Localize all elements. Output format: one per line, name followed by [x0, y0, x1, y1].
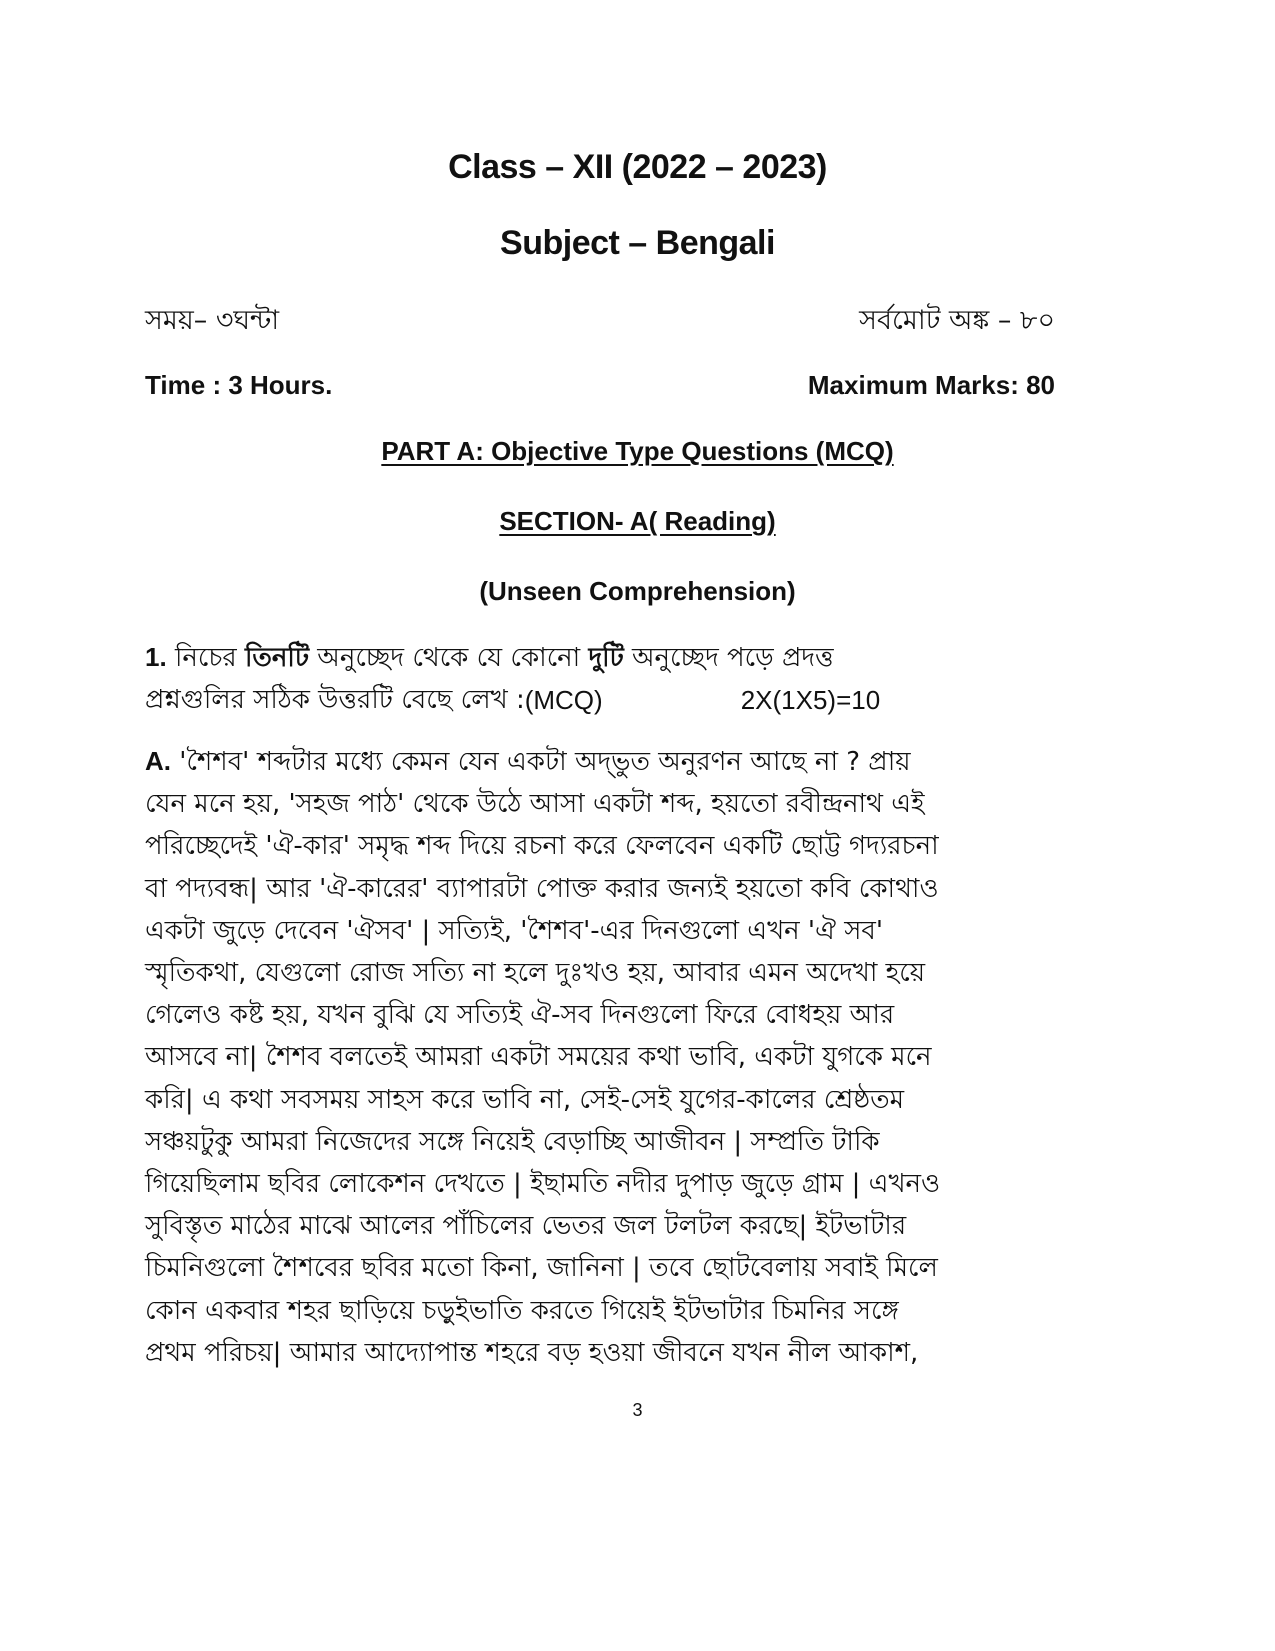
passage-line: বা পদ্যবন্ধ| আর 'ঐ-কারের' ব্যাপারটা পোক্ত করার জন্যই হয়তো কবি কোথাও [145, 873, 939, 904]
part-a-heading-text: PART A: Objective Type Questions (MCQ) [381, 436, 894, 466]
passage-label: A. [145, 746, 171, 776]
mcq-tag: (MCQ) [524, 685, 603, 715]
section-a-heading-text: SECTION- A( Reading) [499, 506, 776, 536]
passage-line: প্রথম পরিচয়| আমার আদ্যোপান্ত শহরে বড় হওয়া জীবনে যখন নীল আকাশ, [145, 1337, 919, 1368]
passage-line: গিয়েছিলাম ছবির লোকেশন দেখতে | ইছামতি নদীর দুপাড় জুড়ে গ্রাম | এখনও [145, 1169, 941, 1200]
question-marks: 2X(1X5)=10 [740, 685, 881, 715]
passage-line: কোন একবার শহর ছাড়িয়ে চড়ুইভাতি করতে গিয়েই ইটভাটার চিমনির সঙ্গে [145, 1295, 899, 1326]
time-english: Time : 3 Hours. [145, 370, 333, 400]
marks-bengali: সর্বমোট অঙ্ক – ৮০ [859, 305, 1055, 336]
passage-line: সঞ্চয়টুকু আমরা নিজেদের সঙ্গে নিয়েই বেড়াচ্ছি আজীবন | সম্প্রতি টাকি [145, 1126, 880, 1157]
section-a-heading [0, 506, 1275, 537]
passage-line: সুবিস্তৃত মাঠের মাঝে আলের পাঁচিলের ভেতর জল টলটল করছে| ইটভাটার [145, 1211, 907, 1242]
question-1-line-1 [145, 636, 1085, 679]
passage-line: স্মৃতিকথা, যেগুলো রোজ সত্যি না হলে দুঃখও হয়, আবার এমন অদেখা হয়ে [145, 958, 926, 989]
question-bold-1: তিনটি [244, 643, 310, 673]
question-text-1: নিচের [166, 643, 245, 673]
passage-line: আসবে না| শৈশব বলতেই আমরা একটা সময়ের কথা ভাবি, একটা যুগকে মনে [145, 1042, 932, 1073]
question-1-line-2 [145, 679, 1085, 721]
passage-line: একটা জুড়ে দেবেন 'ঐসব' | সত্যিই, 'শৈশব'-এর দিনগুলো এখন 'ঐ সব' [145, 915, 884, 946]
time-bengali: সময়– ৩ঘন্টা [145, 305, 280, 336]
question-number: 1. [145, 642, 167, 672]
passage-line: পরিচ্ছেদেই 'ঐ-কার' সমৃদ্ধ শব্দ দিয়ে রচনা করে ফেলবেন একটি ছোট্ট গদ্যরচনা [145, 831, 939, 862]
subject-title: Subject – Bengali [500, 224, 775, 262]
question-instruction: প্রশ্নগুলির সঠিক উত্তরটি বেছে লেখ : [145, 685, 525, 715]
passage-line: যেন মনে হয়, 'সহজ পাঠ' থেকে উঠে আসা একটা শব্দ, হয়তো রবীন্দ্রনাথ এই [145, 789, 925, 820]
passage-a [145, 740, 1085, 1374]
question-1 [145, 636, 1085, 721]
passage-line: গেলেও কষ্ট হয়, যখন বুঝি যে সত্যিই ঐ-সব দিনগুলো ফিরে বোধহয় আর [145, 1000, 895, 1031]
page-number: 3 [632, 1400, 643, 1420]
passage-line: করি| এ কথা সবসময় সাহস করে ভাবি না, সেই-সেই যুগের-কালের শ্রেষ্ঠতম [145, 1084, 905, 1115]
page-title: Class – XII (2022 – 2023) [448, 148, 827, 186]
question-text-3: অনুচ্ছেদ পড়ে প্রদত্ত [623, 643, 834, 673]
passage-line: চিমনিগুলো শৈশবের ছবির মতো কিনা, জানিনা | তবে ছোটবেলায় সবাই মিলে [145, 1253, 938, 1284]
passage-line [145, 740, 1085, 783]
marks-english: Maximum Marks: 80 [807, 370, 1055, 400]
passage-line-text: 'শৈশব' শব্দটার মধ্যে কেমন যেন একটা অদ্‌ভুত অনুরণন আছে না ? প্রায় [171, 747, 911, 777]
part-a-heading [0, 436, 1275, 467]
time-marks-row-bengali [145, 300, 1055, 345]
question-bold-2: দুটি [588, 643, 624, 673]
question-text-2: অনুচ্ছেদ থেকে যে কোনো [309, 643, 589, 673]
unseen-comprehension-heading: (Unseen Comprehension) [479, 576, 796, 606]
time-marks-row-english [145, 370, 1055, 401]
